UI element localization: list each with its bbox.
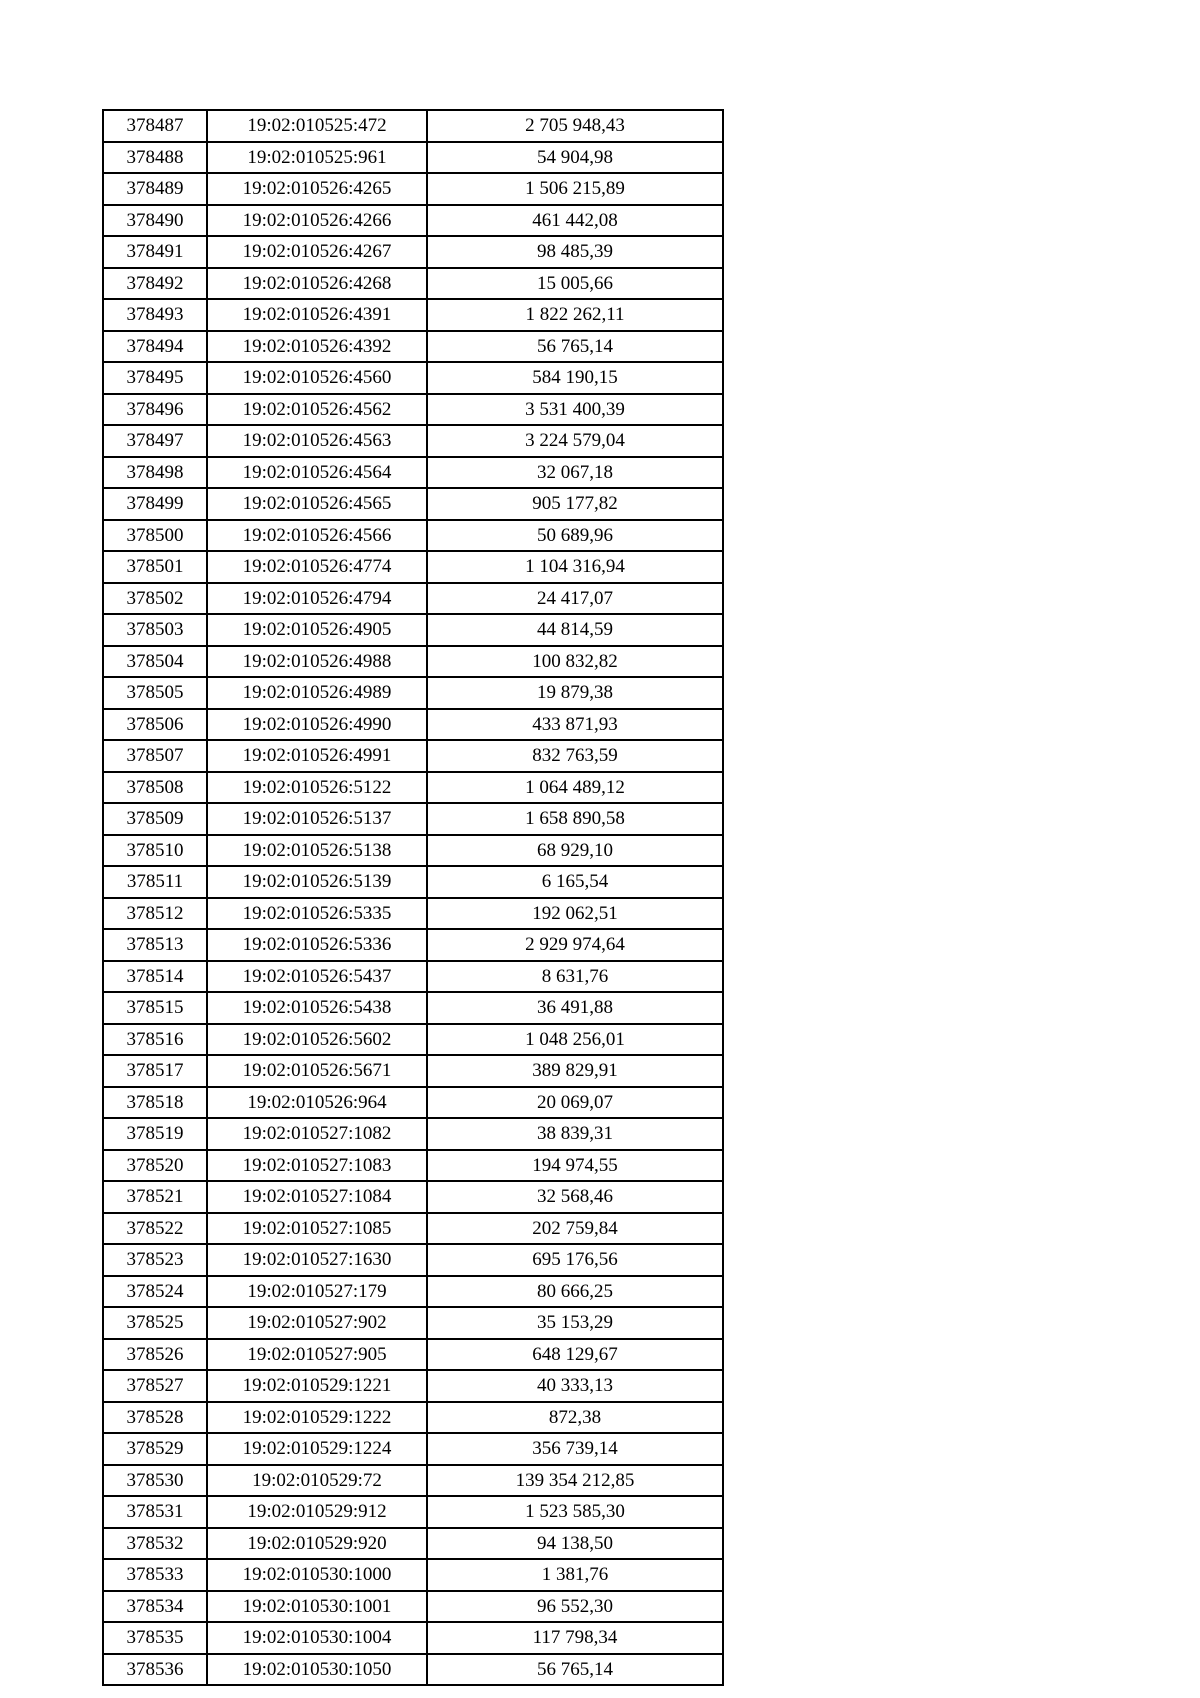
cadastral-number-cell: 19:02:010529:1224 [207,1433,427,1465]
value-cell: 80 666,25 [427,1276,723,1308]
cadastral-number-cell: 19:02:010526:4562 [207,394,427,426]
value-cell: 1 506 215,89 [427,173,723,205]
value-cell: 54 904,98 [427,142,723,174]
row-number-cell: 378535 [103,1622,207,1654]
value-cell: 2 929 974,64 [427,929,723,961]
table-row [103,709,723,741]
value-cell: 32 568,46 [427,1181,723,1213]
row-number-cell: 378521 [103,1181,207,1213]
row-number-cell: 378528 [103,1402,207,1434]
table-row [103,425,723,457]
cadastral-number-cell: 19:02:010527:1084 [207,1181,427,1213]
cadastral-number-cell: 19:02:010530:1004 [207,1622,427,1654]
value-cell: 194 974,55 [427,1150,723,1182]
cadastral-number-cell: 19:02:010526:4774 [207,551,427,583]
value-cell: 648 129,67 [427,1339,723,1371]
value-cell: 56 765,14 [427,1654,723,1686]
row-number-cell: 378512 [103,898,207,930]
cadastral-number-cell: 19:02:010526:4905 [207,614,427,646]
table-row [103,457,723,489]
value-cell: 1 523 585,30 [427,1496,723,1528]
value-cell: 117 798,34 [427,1622,723,1654]
cadastral-number-cell: 19:02:010529:1222 [207,1402,427,1434]
cadastral-number-cell: 19:02:010526:5335 [207,898,427,930]
cadastral-number-cell: 19:02:010525:961 [207,142,427,174]
cadastral-number-cell: 19:02:010526:964 [207,1087,427,1119]
cadastral-number-cell: 19:02:010526:4391 [207,299,427,331]
table-row [103,1213,723,1245]
cadastral-number-cell: 19:02:010530:1050 [207,1654,427,1686]
row-number-cell: 378531 [103,1496,207,1528]
cadastral-number-cell: 19:02:010526:4990 [207,709,427,741]
cadastral-number-cell: 19:02:010526:4566 [207,520,427,552]
row-number-cell: 378507 [103,740,207,772]
table-row [103,803,723,835]
cadastral-number-cell: 19:02:010526:4268 [207,268,427,300]
cadastral-number-cell: 19:02:010529:72 [207,1465,427,1497]
row-number-cell: 378517 [103,1055,207,1087]
cadastral-number-cell: 19:02:010527:1083 [207,1150,427,1182]
table-row [103,1024,723,1056]
cadastral-number-cell: 19:02:010529:1221 [207,1370,427,1402]
table-body [103,110,723,1685]
table-row [103,1622,723,1654]
table-row [103,898,723,930]
cadastral-number-cell: 19:02:010526:4991 [207,740,427,772]
cadastral-number-cell: 19:02:010526:4563 [207,425,427,457]
row-number-cell: 378514 [103,961,207,993]
row-number-cell: 378502 [103,583,207,615]
value-cell: 872,38 [427,1402,723,1434]
cadastral-number-cell: 19:02:010526:4988 [207,646,427,678]
row-number-cell: 378520 [103,1150,207,1182]
table-row [103,551,723,583]
cadastral-number-cell: 19:02:010526:5122 [207,772,427,804]
table-row [103,1496,723,1528]
table-row [103,740,723,772]
row-number-cell: 378489 [103,173,207,205]
table-row [103,142,723,174]
row-number-cell: 378491 [103,236,207,268]
cadastral-number-cell: 19:02:010526:4266 [207,205,427,237]
table-row [103,866,723,898]
cadastral-number-cell: 19:02:010526:4565 [207,488,427,520]
row-number-cell: 378508 [103,772,207,804]
table-row [103,961,723,993]
value-cell: 905 177,82 [427,488,723,520]
row-number-cell: 378493 [103,299,207,331]
table-row [103,110,723,142]
value-cell: 15 005,66 [427,268,723,300]
value-cell: 6 165,54 [427,866,723,898]
value-cell: 3 531 400,39 [427,394,723,426]
table-row [103,394,723,426]
table-row [103,1559,723,1591]
cadastral-number-cell: 19:02:010526:5336 [207,929,427,961]
cadastral-number-cell: 19:02:010527:902 [207,1307,427,1339]
table-row [103,1402,723,1434]
row-number-cell: 378506 [103,709,207,741]
table-row [103,362,723,394]
row-number-cell: 378533 [103,1559,207,1591]
value-cell: 35 153,29 [427,1307,723,1339]
table-row [103,488,723,520]
table-row [103,1244,723,1276]
row-number-cell: 378534 [103,1591,207,1623]
value-cell: 1 381,76 [427,1559,723,1591]
value-cell: 584 190,15 [427,362,723,394]
row-number-cell: 378487 [103,110,207,142]
value-cell: 50 689,96 [427,520,723,552]
row-number-cell: 378495 [103,362,207,394]
row-number-cell: 378504 [103,646,207,678]
cadastral-number-cell: 19:02:010526:5437 [207,961,427,993]
cadastral-number-cell: 19:02:010526:4989 [207,677,427,709]
value-cell: 1 104 316,94 [427,551,723,583]
cadastral-number-cell: 19:02:010526:4564 [207,457,427,489]
row-number-cell: 378492 [103,268,207,300]
cadastral-number-cell: 19:02:010526:5438 [207,992,427,1024]
table-row [103,772,723,804]
value-cell: 1 822 262,11 [427,299,723,331]
table-row [103,331,723,363]
value-cell: 100 832,82 [427,646,723,678]
row-number-cell: 378515 [103,992,207,1024]
row-number-cell: 378496 [103,394,207,426]
table-row [103,646,723,678]
table-row [103,1528,723,1560]
row-number-cell: 378529 [103,1433,207,1465]
value-cell: 389 829,91 [427,1055,723,1087]
row-number-cell: 378527 [103,1370,207,1402]
value-cell: 19 879,38 [427,677,723,709]
cadastral-number-cell: 19:02:010526:5602 [207,1024,427,1056]
table-row [103,1181,723,1213]
value-cell: 461 442,08 [427,205,723,237]
table-row [103,520,723,552]
table-row [103,1307,723,1339]
data-table [102,109,724,1686]
row-number-cell: 378501 [103,551,207,583]
value-cell: 1 658 890,58 [427,803,723,835]
table-row [103,614,723,646]
value-cell: 2 705 948,43 [427,110,723,142]
table-row [103,268,723,300]
value-cell: 202 759,84 [427,1213,723,1245]
cadastral-number-cell: 19:02:010527:905 [207,1339,427,1371]
table-row [103,1055,723,1087]
row-number-cell: 378522 [103,1213,207,1245]
row-number-cell: 378525 [103,1307,207,1339]
row-number-cell: 378511 [103,866,207,898]
cadastral-number-cell: 19:02:010529:920 [207,1528,427,1560]
table-row [103,1591,723,1623]
value-cell: 1 048 256,01 [427,1024,723,1056]
row-number-cell: 378513 [103,929,207,961]
table-row [103,677,723,709]
row-number-cell: 378498 [103,457,207,489]
cadastral-number-cell: 19:02:010527:1082 [207,1118,427,1150]
row-number-cell: 378488 [103,142,207,174]
value-cell: 38 839,31 [427,1118,723,1150]
cadastral-number-cell: 19:02:010526:4265 [207,173,427,205]
table-row [103,1150,723,1182]
cadastral-number-cell: 19:02:010526:4267 [207,236,427,268]
value-cell: 68 929,10 [427,835,723,867]
value-cell: 192 062,51 [427,898,723,930]
cadastral-number-cell: 19:02:010526:5671 [207,1055,427,1087]
value-cell: 32 067,18 [427,457,723,489]
value-cell: 695 176,56 [427,1244,723,1276]
table-row [103,1087,723,1119]
row-number-cell: 378530 [103,1465,207,1497]
table-row [103,929,723,961]
value-cell: 433 871,93 [427,709,723,741]
table-row [103,173,723,205]
cadastral-number-cell: 19:02:010526:4794 [207,583,427,615]
row-number-cell: 378497 [103,425,207,457]
value-cell: 1 064 489,12 [427,772,723,804]
row-number-cell: 378503 [103,614,207,646]
value-cell: 44 814,59 [427,614,723,646]
table-row [103,835,723,867]
table-row [103,1276,723,1308]
row-number-cell: 378524 [103,1276,207,1308]
cadastral-number-cell: 19:02:010527:179 [207,1276,427,1308]
table-row [103,1654,723,1686]
row-number-cell: 378518 [103,1087,207,1119]
cadastral-number-cell: 19:02:010530:1000 [207,1559,427,1591]
row-number-cell: 378500 [103,520,207,552]
cadastral-number-cell: 19:02:010527:1085 [207,1213,427,1245]
table-row [103,1370,723,1402]
table-row [103,299,723,331]
row-number-cell: 378505 [103,677,207,709]
table-row [103,992,723,1024]
value-cell: 356 739,14 [427,1433,723,1465]
table-row [103,236,723,268]
cadastral-number-cell: 19:02:010527:1630 [207,1244,427,1276]
cadastral-number-cell: 19:02:010526:5137 [207,803,427,835]
table-row [103,1118,723,1150]
value-cell: 20 069,07 [427,1087,723,1119]
row-number-cell: 378516 [103,1024,207,1056]
cadastral-number-cell: 19:02:010530:1001 [207,1591,427,1623]
row-number-cell: 378523 [103,1244,207,1276]
row-number-cell: 378536 [103,1654,207,1686]
table-row [103,1339,723,1371]
cadastral-number-cell: 19:02:010529:912 [207,1496,427,1528]
table-row [103,583,723,615]
row-number-cell: 378509 [103,803,207,835]
cadastral-number-cell: 19:02:010526:5138 [207,835,427,867]
cadastral-number-cell: 19:02:010525:472 [207,110,427,142]
value-cell: 96 552,30 [427,1591,723,1623]
cadastral-number-cell: 19:02:010526:4560 [207,362,427,394]
table-row [103,1433,723,1465]
value-cell: 24 417,07 [427,583,723,615]
row-number-cell: 378499 [103,488,207,520]
row-number-cell: 378510 [103,835,207,867]
value-cell: 139 354 212,85 [427,1465,723,1497]
value-cell: 36 491,88 [427,992,723,1024]
cadastral-number-cell: 19:02:010526:4392 [207,331,427,363]
value-cell: 94 138,50 [427,1528,723,1560]
row-number-cell: 378519 [103,1118,207,1150]
value-cell: 98 485,39 [427,236,723,268]
cadastral-number-cell: 19:02:010526:5139 [207,866,427,898]
value-cell: 832 763,59 [427,740,723,772]
row-number-cell: 378494 [103,331,207,363]
table-row [103,205,723,237]
row-number-cell: 378526 [103,1339,207,1371]
value-cell: 3 224 579,04 [427,425,723,457]
table-row [103,1465,723,1497]
value-cell: 8 631,76 [427,961,723,993]
row-number-cell: 378490 [103,205,207,237]
row-number-cell: 378532 [103,1528,207,1560]
value-cell: 40 333,13 [427,1370,723,1402]
value-cell: 56 765,14 [427,331,723,363]
